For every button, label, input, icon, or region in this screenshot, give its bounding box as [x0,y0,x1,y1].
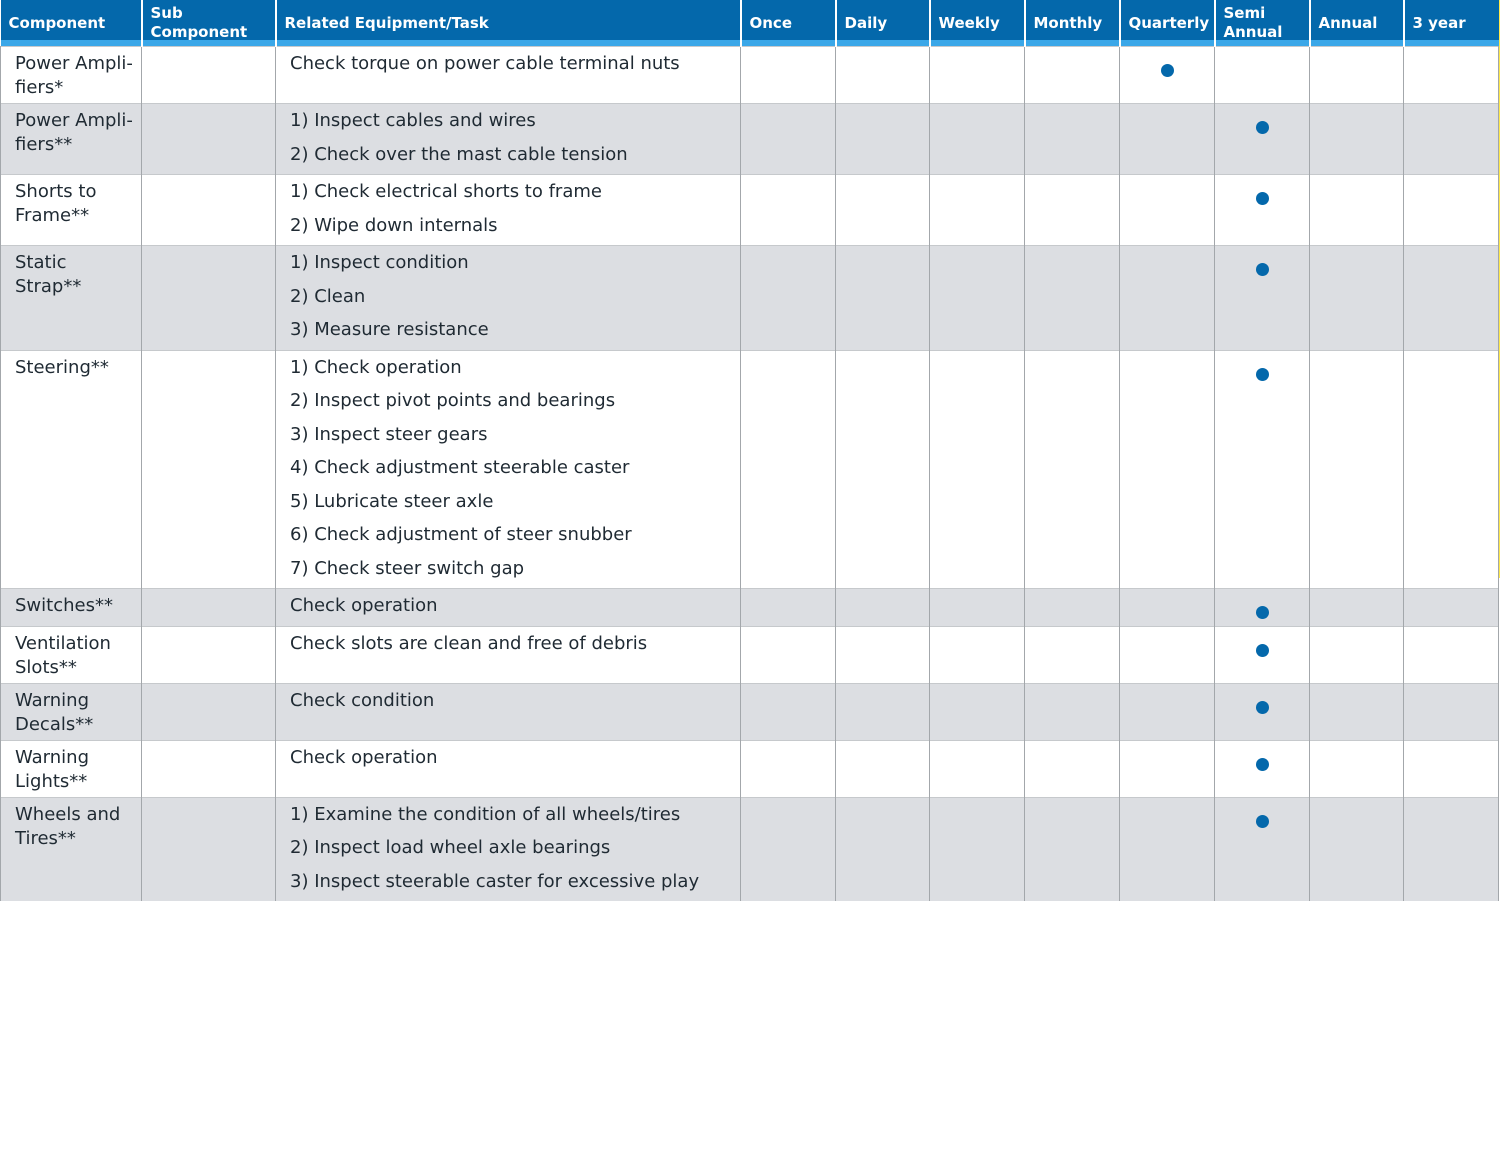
frequency-cell [1404,350,1499,589]
column-header-semi-annual: Semi Annual [1215,0,1310,47]
task-cell [276,47,741,104]
frequency-cell [1025,626,1120,683]
sub-component-cell [142,47,276,104]
frequency-cell [1120,175,1215,246]
task-item: 2) Check over the mast cable tension [290,143,628,165]
frequency-cell [1120,626,1215,683]
task-cell [276,175,741,246]
schedule-dot-icon [1256,192,1269,205]
frequency-cell [1025,175,1120,246]
frequency-cell [930,104,1025,175]
task-cell [276,683,741,740]
frequency-cell [1215,47,1310,104]
frequency-cell [1120,740,1215,797]
frequency-cell [836,47,930,104]
schedule-dot-icon [1161,64,1174,77]
task-item: Check slots are clean and free of debris [290,632,648,654]
schedule-dot-icon [1256,368,1269,381]
table-row [1,47,1499,104]
frequency-cell [741,246,836,351]
frequency-cell [836,626,930,683]
column-header-3-year: 3 year [1404,0,1499,47]
frequency-cell [741,589,836,627]
component-cell: Warning Decals** [1,683,142,740]
schedule-dot-icon [1256,758,1269,771]
frequency-cell [1025,740,1120,797]
frequency-cell [1120,350,1215,589]
schedule-dot-icon [1256,606,1269,619]
frequency-cell [1025,350,1120,589]
frequency-cell [1120,104,1215,175]
component-cell: Power Ampli-fiers** [1,104,142,175]
frequency-cell [1215,104,1310,175]
sub-component-cell [142,350,276,589]
frequency-cell [1215,797,1310,901]
task-item: 1) Examine the condition of all wheels/tires [290,803,681,825]
frequency-cell [1404,246,1499,351]
component-cell: Warning Lights** [1,740,142,797]
frequency-cell [1310,175,1404,246]
frequency-cell [1120,797,1215,901]
frequency-cell [1215,350,1310,589]
component-cell: Switches** [1,589,142,627]
table-row [1,246,1499,351]
column-header-annual: Annual [1310,0,1404,47]
frequency-cell [1404,626,1499,683]
frequency-cell [1025,589,1120,627]
frequency-cell [1025,797,1120,901]
frequency-cell [741,797,836,901]
frequency-cell [1215,589,1310,627]
frequency-cell [1310,683,1404,740]
component-cell: Steering** [1,350,142,589]
frequency-cell [1310,246,1404,351]
frequency-cell [1310,626,1404,683]
frequency-cell [836,246,930,351]
task-item: 1) Check operation [290,356,462,378]
component-cell: Static Strap** [1,246,142,351]
frequency-cell [1215,175,1310,246]
sub-component-cell [142,246,276,351]
task-cell [276,246,741,351]
component-cell: Power Ampli-fiers* [1,47,142,104]
frequency-cell [836,683,930,740]
frequency-cell [836,797,930,901]
frequency-cell [930,246,1025,351]
task-item: 7) Check steer switch gap [290,557,525,579]
frequency-cell [836,104,930,175]
task-cell [276,350,741,589]
component-cell: Ventilation Slots** [1,626,142,683]
task-item: 6) Check adjustment of steer snubber [290,524,632,545]
frequency-cell [1120,683,1215,740]
frequency-cell [1310,104,1404,175]
column-header-component: Component [1,0,142,47]
schedule-dot-icon [1256,815,1269,828]
frequency-cell [1215,740,1310,797]
table-row [1,626,1499,683]
task-cell [276,589,741,627]
column-header-quarterly: Quarterly [1120,0,1215,47]
component-cell: Shorts to Frame** [1,175,142,246]
frequency-cell [741,175,836,246]
task-item: 2) Wipe down internals [290,214,498,236]
frequency-cell [1025,246,1120,351]
frequency-cell [1310,740,1404,797]
sub-component-cell [142,797,276,901]
task-item: 3) Inspect steerable caster for excessive play [290,870,700,892]
schedule-dot-icon [1256,263,1269,276]
table-body [1,47,1499,902]
schedule-dot-icon [1256,701,1269,714]
table-row [1,104,1499,175]
schedule-dot-icon [1256,121,1269,134]
column-header-monthly: Monthly [1025,0,1120,47]
task-cell [276,740,741,797]
frequency-cell [741,683,836,740]
frequency-cell [1310,47,1404,104]
frequency-cell [1404,740,1499,797]
task-cell [276,797,741,901]
frequency-cell [930,350,1025,589]
task-item: Check operation [290,746,438,768]
task-item: 1) Inspect cables and wires [290,110,536,131]
frequency-cell [1120,246,1215,351]
task-cell [276,104,741,175]
table-row [1,797,1499,901]
table-row [1,175,1499,246]
task-item: Check operation [290,595,438,616]
task-item: 1) Inspect condition [290,252,469,273]
task-cell [276,626,741,683]
table-row [1,350,1499,589]
table-row [1,589,1499,627]
frequency-cell [930,683,1025,740]
task-item: 1) Check electrical shorts to frame [290,181,602,202]
sub-component-cell [142,589,276,627]
table-row [1,740,1499,797]
task-item: 2) Clean [290,285,366,307]
schedule-dot-icon [1256,644,1269,657]
sub-component-cell [142,104,276,175]
frequency-cell [1404,47,1499,104]
frequency-cell [836,589,930,627]
frequency-cell [1404,683,1499,740]
task-item: 5) Lubricate steer axle [290,490,494,512]
frequency-cell [1025,104,1120,175]
frequency-cell [930,626,1025,683]
frequency-cell [1120,47,1215,104]
frequency-cell [930,47,1025,104]
frequency-cell [1215,246,1310,351]
frequency-cell [1404,104,1499,175]
component-cell: Wheels and Tires** [1,797,142,901]
frequency-cell [741,104,836,175]
frequency-cell [1215,626,1310,683]
header-row [1,0,1499,47]
task-item: 4) Check adjustment steerable caster [290,457,630,478]
task-item: 3) Measure resistance [290,319,489,340]
sub-component-cell [142,175,276,246]
frequency-cell [1404,797,1499,901]
frequency-cell [1120,589,1215,627]
frequency-cell [1025,47,1120,104]
frequency-cell [1310,350,1404,589]
column-header-sub-component: Sub Component [142,0,276,47]
task-item: 2) Inspect pivot points and bearings [290,390,616,411]
sub-component-cell [142,740,276,797]
frequency-cell [930,175,1025,246]
frequency-cell [836,350,930,589]
frequency-cell [1025,683,1120,740]
column-header-daily: Daily [836,0,930,47]
frequency-cell [741,350,836,589]
frequency-cell [930,740,1025,797]
frequency-cell [1310,797,1404,901]
frequency-cell [741,47,836,104]
frequency-cell [1215,683,1310,740]
frequency-cell [1404,589,1499,627]
frequency-cell [1404,175,1499,246]
column-header-task: Related Equipment/Task [276,0,741,47]
column-header-weekly: Weekly [930,0,1025,47]
task-item: 2) Inspect load wheel axle bearings [290,837,611,858]
table-row [1,683,1499,740]
task-item: Check condition [290,689,435,711]
sub-component-cell [142,683,276,740]
task-item: Check torque on power cable terminal nuts [290,53,680,74]
frequency-cell [836,175,930,246]
frequency-cell [741,626,836,683]
frequency-cell [1310,589,1404,627]
column-header-once: Once [741,0,836,47]
sub-component-cell [142,626,276,683]
frequency-cell [836,740,930,797]
frequency-cell [930,797,1025,901]
frequency-cell [930,589,1025,627]
frequency-cell [741,740,836,797]
task-item: 3) Inspect steer gears [290,423,488,445]
